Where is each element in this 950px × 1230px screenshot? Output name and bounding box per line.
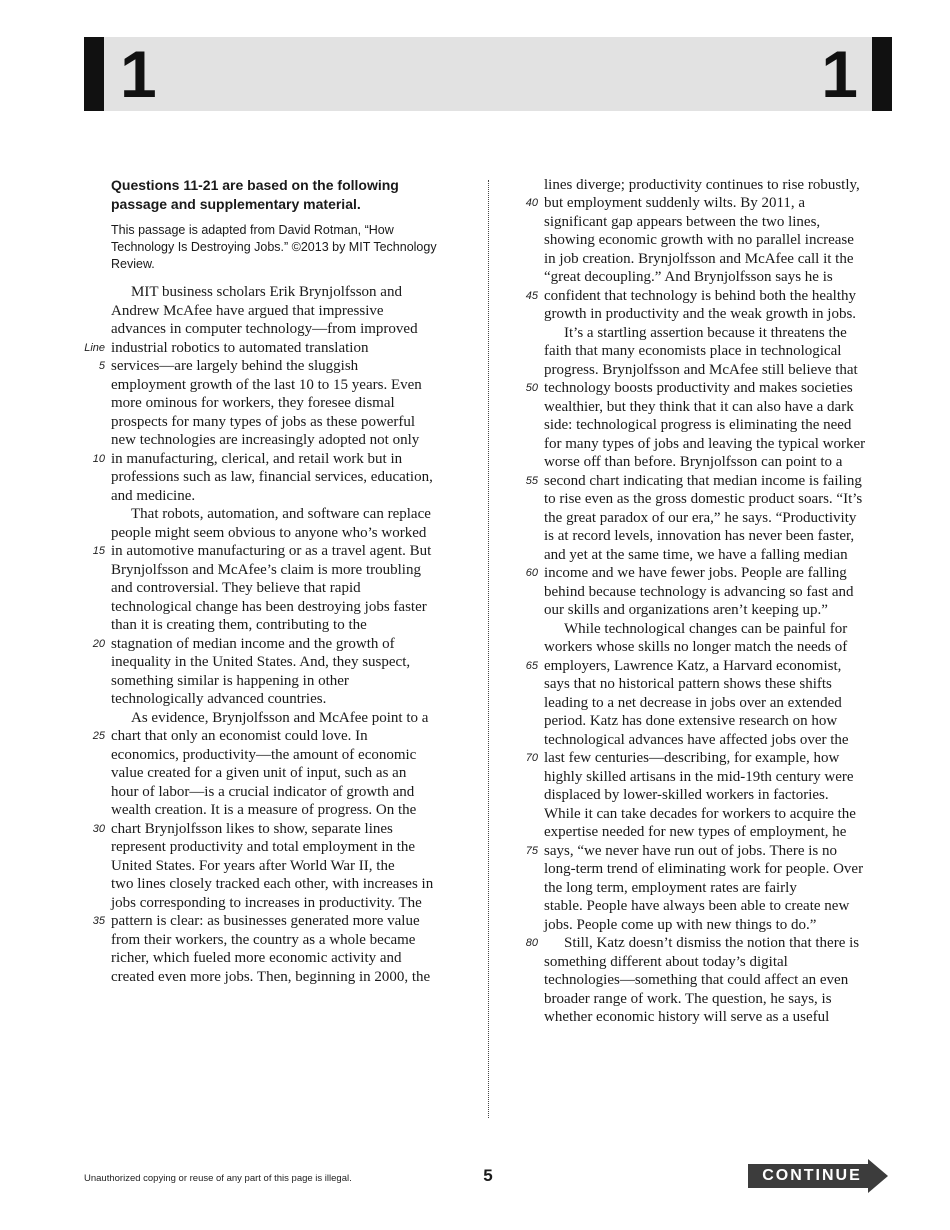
source-line: Technology Is Destroying Jobs.” ©2013 by MIT Technology <box>111 240 437 254</box>
passage-line <box>111 653 463 672</box>
passage-line-text: in automotive manufacturing or as a travel agent. But <box>111 543 432 559</box>
passage-line-text: is at record levels, innovation has never been faster, <box>544 528 855 544</box>
passage-line-text: in manufacturing, clerical, and retail work but in <box>111 450 403 467</box>
copyright-notice: Unauthorized copying or reuse of any part of this page is illegal. <box>84 1173 352 1184</box>
passage-line-text: workers whose skills no longer match the needs of <box>544 639 848 655</box>
passage-line <box>544 398 894 417</box>
passage-line-text: United States. For years after World War II, the <box>111 857 395 874</box>
passage-line-text: MIT business scholars Erik Brynjolfsson and <box>131 284 402 300</box>
passage-line <box>111 931 463 950</box>
passage-line <box>525 287 894 306</box>
passage-line-text: faith that many economists place in technological <box>544 343 842 359</box>
source-line: This passage is adapted from David Rotman, “How <box>111 223 394 237</box>
line-number: 60 <box>525 567 538 579</box>
passage-line <box>111 598 463 617</box>
passage-line <box>92 542 463 561</box>
passage-line-text: says that no historical pattern shows these shifts <box>544 676 832 692</box>
passage-line <box>544 768 894 787</box>
passage-line <box>544 879 894 898</box>
page-number: 5 <box>483 1166 493 1185</box>
passage-line <box>544 990 894 1009</box>
passage-source <box>111 222 461 273</box>
passage-line <box>111 709 463 728</box>
passage-line <box>111 894 463 913</box>
passage-line <box>544 897 894 916</box>
passage-line-text: behind because technology is advancing so fast and <box>544 583 854 600</box>
passage-line <box>84 339 463 358</box>
passage-line <box>92 450 463 469</box>
passage-line-text: represent productivity and total employment in the <box>111 839 416 855</box>
passage-line-text: wealthier, but they think that it can also have a dark <box>544 398 854 415</box>
passage-line <box>111 801 463 820</box>
line-number: 10 <box>92 452 105 465</box>
passage-line-text: for many types of jobs and leaving the typical worker <box>544 435 866 452</box>
passage-line-text: professions such as law, financial services, education, <box>111 469 433 485</box>
passage-line-text: from their workers, the country as a whole became <box>111 931 416 948</box>
passage-line <box>92 727 463 746</box>
passage-line <box>111 394 463 413</box>
passage-line <box>111 746 463 765</box>
passage-line <box>544 731 894 750</box>
passage-line <box>544 231 894 250</box>
passage-line <box>111 616 463 635</box>
passage-line-text: value created for a given unit of input, such as an <box>111 765 407 781</box>
instructions-line: passage and supplementary material. <box>111 196 361 212</box>
passage-line-text: inequality in the United States. And, they suspect, <box>111 654 411 670</box>
passage-line <box>544 971 894 990</box>
passage-line-text: side: technological progress is eliminating the need <box>544 417 852 433</box>
passage-line <box>111 968 463 987</box>
passage-line <box>544 546 894 565</box>
passage-line-text: second chart indicating that median income is failing <box>544 472 862 489</box>
line-number: 65 <box>525 659 538 672</box>
passage-line <box>111 690 463 709</box>
passage-line-text: people might seem obvious to anyone who’s worked <box>111 524 427 541</box>
passage-line-text: technologically advanced countries. <box>111 691 327 707</box>
passage-line <box>525 934 894 953</box>
passage-line-text: jobs corresponding to increases in productivity. The <box>111 894 422 911</box>
passage-line-text: lines diverge; productivity continues to rise robustly, <box>544 176 860 193</box>
passage-line <box>111 561 463 580</box>
line-number: 70 <box>525 752 538 764</box>
passage-line-text: expertise needed for new types of employment, he <box>544 824 847 840</box>
passage-line <box>525 749 894 768</box>
passage-line <box>544 620 894 639</box>
section-header <box>84 37 892 111</box>
passage-line-text: long-term trend of eliminating work for people. Over <box>544 861 864 877</box>
passage-line <box>544 453 894 472</box>
passage-line-text: While technological changes can be painful for <box>564 620 848 637</box>
passage-line <box>111 283 463 302</box>
source-line: Review. <box>111 257 155 271</box>
line-number: 55 <box>525 474 538 487</box>
passage-line-text: more ominous for workers, they foresee dismal <box>111 395 395 411</box>
passage-line-text: than it is creating them, contributing to the <box>111 617 367 633</box>
passage-column-right <box>525 176 894 1027</box>
passage-line-text: leading to a net decrease in jobs over an extended <box>544 694 842 711</box>
passage-line-text: “great decoupling.” And Brynjolfsson says he is <box>544 269 833 285</box>
passage-line <box>525 194 894 213</box>
line-number: 35 <box>92 915 105 927</box>
passage-line-text: employers, Lawrence Katz, a Harvard economist, <box>544 657 842 674</box>
passage-line-text: significant gap appears between the two lines, <box>544 213 821 230</box>
passage-line-text: but employment suddenly wilts. By 2011, a <box>544 195 806 211</box>
passage-line <box>111 783 463 802</box>
passage-line-text: something different about today’s digital <box>544 953 788 970</box>
passage-line <box>111 875 463 894</box>
passage-line <box>544 916 894 935</box>
passage-line-text: new technologies are increasingly adopted not only <box>111 432 420 448</box>
passage-line <box>544 250 894 269</box>
passage-line-text: technological advances have affected jobs over the <box>544 731 849 748</box>
passage-line-text: industrial robotics to automated translation <box>111 339 369 356</box>
passage-line-text: economics, productivity—the amount of economic <box>111 746 417 763</box>
passage-line <box>544 361 894 380</box>
passage-line-text: income and we have fewer jobs. People are falling <box>544 565 847 581</box>
passage-line-text: pattern is clear: as businesses generated more value <box>111 913 420 929</box>
passage-line <box>111 524 463 543</box>
passage-line <box>544 1008 894 1027</box>
continue-label: CONTINUE <box>762 1167 862 1184</box>
passage-line <box>544 675 894 694</box>
line-number: 25 <box>92 730 105 742</box>
passage-line-text: Brynjolfsson and McAfee’s claim is more troubling <box>111 561 421 578</box>
passage-line <box>544 527 894 546</box>
passage-line <box>111 376 463 395</box>
passage-line <box>111 949 463 968</box>
passage-line-text: to rise even as the gross domestic product soars. “It’s <box>544 491 863 507</box>
passage-line <box>544 416 894 435</box>
passage-line-text: the long term, employment rates are fairly <box>544 879 797 896</box>
passage-line-text: period. Katz has done extensive research on how <box>544 713 838 729</box>
line-number: 50 <box>525 382 538 394</box>
passage-column-left <box>84 283 463 986</box>
passage-line-text: wealth creation. It is a measure of progress. On the <box>111 802 417 818</box>
passage-line-text: our skills and organizations aren’t keeping up.” <box>544 602 828 618</box>
passage-line-text: growth in productivity and the weak growth in jobs. <box>544 306 857 322</box>
section-bar-left <box>84 37 104 111</box>
passage-line-text: and controversial. They believe that rapid <box>111 580 361 596</box>
passage-line-text: technologies—something that could affect an even <box>544 972 849 988</box>
passage-line-text: created even more jobs. Then, beginning in 2000, the <box>111 968 431 985</box>
passage-line-text: chart Brynjolfsson likes to show, separate lines <box>111 820 393 837</box>
passage-line <box>544 324 894 343</box>
passage-line <box>111 302 463 321</box>
passage-line <box>544 509 894 528</box>
passage-line <box>111 468 463 487</box>
passage-line <box>544 823 894 842</box>
passage-line-text: technological change has been destroying jobs faster <box>111 598 427 615</box>
passage-line-text: technology boosts productivity and makes societies <box>544 380 853 396</box>
passage-line <box>544 213 894 232</box>
passage-line <box>111 487 463 506</box>
passage-line <box>544 953 894 972</box>
passage-line-text: stagnation of median income and the growth of <box>111 635 395 652</box>
passage-line <box>111 579 463 598</box>
passage-line-text: services—are largely behind the sluggish <box>111 358 359 374</box>
passage-line-text: something similar is happening in other <box>111 672 349 689</box>
passage-line <box>111 505 463 524</box>
instructions-line: Questions 11-21 are based on the following <box>111 177 399 193</box>
section-bar-right <box>872 37 892 111</box>
passage-line-text: chart that only an economist could love. In <box>111 728 368 744</box>
passage-intro <box>111 176 461 273</box>
passage-line <box>544 176 894 195</box>
passage-line-text: and yet at the same time, we have a falling median <box>544 546 848 563</box>
passage-line <box>544 342 894 361</box>
passage-line-text: Andrew McAfee have argued that impressive <box>111 302 384 319</box>
passage-line-text: showing economic growth with no parallel increase <box>544 232 854 248</box>
passage-line-text: It’s a startling assertion because it threatens the <box>564 324 847 341</box>
passage-line <box>544 638 894 657</box>
passage-line <box>544 805 894 824</box>
passage-line-text: As evidence, Brynjolfsson and McAfee point to a <box>131 709 429 726</box>
passage-line <box>111 857 463 876</box>
continue-button[interactable] <box>748 1159 888 1193</box>
passage-line-text: That robots, automation, and software can replace <box>131 506 431 522</box>
passage-line <box>544 583 894 602</box>
passage-line <box>92 820 463 839</box>
line-number: 40 <box>525 197 538 209</box>
passage-line-text: broader range of work. The question, he says, is <box>544 990 832 1007</box>
passage-line-text: the great paradox of our era,” he says. “Productivity <box>544 509 857 526</box>
passage-line-text: highly skilled artisans in the mid-19th century were <box>544 768 854 785</box>
line-number: 30 <box>92 822 105 835</box>
passage-line <box>544 305 894 324</box>
passage-line-text: Still, Katz doesn’t dismiss the notion that there is <box>564 935 860 951</box>
passage-line-text: hour of labor—is a crucial indicator of growth and <box>111 783 415 800</box>
passage-line-text: worse off than before. Brynjolfsson can point to a <box>544 454 843 470</box>
passage-line <box>525 657 894 676</box>
passage-line-text: confident that technology is behind both the healthy <box>544 287 857 304</box>
passage-instructions <box>111 176 461 214</box>
passage-line-text: stable. People have always been able to create new <box>544 898 850 914</box>
passage-line-text: and medicine. <box>111 487 196 504</box>
passage-line <box>544 786 894 805</box>
passage-line <box>544 435 894 454</box>
passage-line <box>544 860 894 879</box>
section-number-left: 1 <box>120 37 157 111</box>
column-divider <box>488 180 489 1118</box>
passage-line <box>525 564 894 583</box>
passage-line <box>98 357 463 376</box>
line-number: Line <box>84 341 105 354</box>
line-number: 20 <box>92 637 105 650</box>
passage-line <box>525 379 894 398</box>
line-number: 75 <box>525 844 538 857</box>
passage-line-text: While it can take decades for workers to acquire the <box>544 805 856 822</box>
passage-line <box>111 838 463 857</box>
passage-line-text: says, “we never have run out of jobs. There is no <box>544 842 837 859</box>
passage-line <box>92 635 463 654</box>
section-number-right: 1 <box>821 37 858 111</box>
line-number: 5 <box>98 360 105 372</box>
passage-line <box>525 842 894 861</box>
passage-line-text: prospects for many types of jobs as these powerful <box>111 413 416 430</box>
passage-line <box>111 320 463 339</box>
passage-line <box>544 712 894 731</box>
line-number: 80 <box>525 937 538 949</box>
line-number: 45 <box>525 289 538 302</box>
passage-line <box>544 490 894 509</box>
passage-line <box>111 672 463 691</box>
passage-line-text: last few centuries—describing, for example, how <box>544 750 840 766</box>
passage-line <box>544 694 894 713</box>
passage-line <box>92 912 463 931</box>
passage-line-text: employment growth of the last 10 to 15 years. Even <box>111 376 422 393</box>
passage-line <box>111 764 463 783</box>
passage-line <box>111 413 463 432</box>
passage-line <box>544 601 894 620</box>
passage-line <box>544 268 894 287</box>
passage-line <box>111 431 463 450</box>
passage-line-text: displaced by lower-skilled workers in factories. <box>544 787 829 803</box>
passage-line-text: two lines closely tracked each other, with increases in <box>111 876 434 892</box>
passage-line-text: whether economic history will serve as a useful <box>544 1009 830 1025</box>
passage-line-text: advances in computer technology—from improved <box>111 321 418 337</box>
line-number: 15 <box>92 545 105 557</box>
passage-line <box>525 472 894 491</box>
passage-line-text: richer, which fueled more economic activity and <box>111 950 402 966</box>
passage-line-text: jobs. People come up with new things to do.” <box>544 916 817 933</box>
passage-line-text: progress. Brynjolfsson and McAfee still believe that <box>544 361 858 378</box>
passage-line-text: in job creation. Brynjolfsson and McAfee call it the <box>544 250 854 267</box>
